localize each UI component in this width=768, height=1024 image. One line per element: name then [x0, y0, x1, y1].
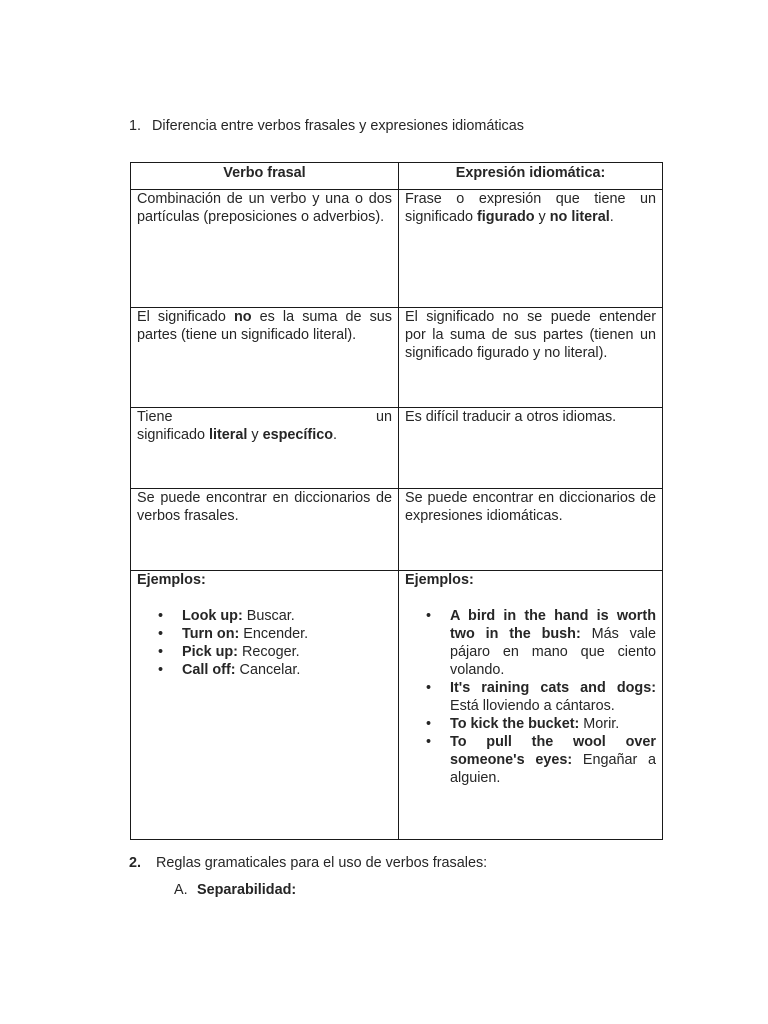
cell-text: . — [333, 427, 337, 443]
bullet-icon: • — [158, 662, 164, 678]
cell-dictionary-verbo — [131, 489, 399, 571]
list-item — [426, 607, 657, 679]
cell-text: es la suma de sus partes (tiene un significado literal). — [137, 309, 392, 343]
example-meaning: Cancelar. — [235, 662, 301, 678]
list-item — [158, 607, 392, 625]
example-term: Pick up: — [182, 644, 238, 660]
cell-text: Tiene — [137, 409, 173, 425]
cell-text: un — [375, 409, 392, 425]
cell-definition-verbo — [131, 190, 399, 308]
table-row — [131, 408, 663, 489]
cell-text: Es difícil traducir a otros idiomas. — [405, 409, 617, 425]
example-meaning: Morir. — [579, 716, 620, 732]
list-item — [426, 679, 656, 715]
table-header-row — [131, 163, 663, 190]
cell-text: Combinación de un verbo y una o dos partículas (preposiciones o adverbios). — [137, 191, 392, 225]
header-verbo-frasal: Verbo frasal — [131, 163, 399, 190]
list-item — [158, 625, 392, 643]
cell-text: El significado no se puede entender por la suma de sus partes (tienen un significado figurado y no literal). — [405, 309, 656, 361]
table-row — [131, 571, 663, 840]
example-meaning: Buscar. — [242, 608, 295, 624]
examples-heading: Ejemplos: — [137, 572, 206, 588]
example-term: Look up: — [182, 608, 243, 624]
example-meaning: Encender. — [239, 626, 309, 642]
cell-text: . — [609, 209, 614, 225]
cell-text: Se puede encontrar en diccionarios de verbos frasales. — [137, 490, 392, 524]
cell-translation-expresion — [399, 408, 663, 489]
section-2-heading — [129, 854, 487, 872]
cell-text: Frase o expresión que tiene un significado — [405, 191, 656, 225]
subsection-a-title: Separabilidad: — [197, 882, 297, 898]
bullet-icon: • — [426, 716, 432, 732]
examples-heading: Ejemplos: — [405, 572, 474, 588]
bullet-icon: • — [426, 608, 432, 624]
examples-list — [137, 607, 392, 679]
example-term: A bird in the hand is worth two in the bush: — [450, 608, 656, 642]
examples-list — [405, 607, 656, 787]
list-item — [426, 715, 656, 733]
example-meaning: Está lloviendo a cántaros. — [450, 698, 615, 714]
header-expresion-idiomatica: Expresión idiomática: — [399, 163, 663, 190]
list-item — [426, 733, 656, 787]
cell-text: y — [534, 209, 550, 225]
example-meaning: Recoger. — [237, 644, 300, 660]
bullet-icon: • — [158, 644, 164, 660]
bold-term: literal — [209, 427, 248, 443]
cell-literal-verbo — [131, 408, 399, 489]
justified-line — [137, 408, 392, 426]
example-term: Call off: — [182, 662, 236, 678]
table-row — [131, 489, 663, 571]
cell-examples-verbo — [131, 571, 399, 840]
section-1-title: Diferencia entre verbos frasales y expresiones idiomáticas — [152, 118, 524, 134]
section-1-number: 1. — [129, 118, 142, 134]
table-row — [131, 190, 663, 308]
comparison-table — [130, 162, 663, 840]
example-meaning: Engañar a alguien. — [450, 752, 656, 786]
example-term: It's raining cats and dogs: — [450, 680, 656, 696]
cell-text: Se puede encontrar en diccionarios de expresiones idiomáticas. — [405, 490, 656, 524]
bullet-icon: • — [426, 680, 432, 696]
list-item — [158, 661, 392, 679]
bold-term: no literal — [549, 209, 610, 225]
cell-dictionary-expresion — [399, 489, 663, 571]
cell-definition-expresion — [399, 190, 663, 308]
cell-meaning-expresion — [399, 308, 663, 408]
bullet-icon: • — [426, 734, 432, 750]
cell-text: significado — [137, 427, 209, 443]
bold-term: específico — [262, 427, 333, 443]
example-meaning: Más vale pájaro en mano que ciento volando. — [450, 626, 657, 678]
list-item — [158, 643, 392, 661]
section-2-title: Reglas gramaticales para el uso de verbos frasales: — [156, 855, 488, 871]
subsection-a-heading — [174, 881, 296, 899]
cell-text: y — [247, 427, 263, 443]
section-2-number: 2. — [129, 855, 142, 871]
example-term: To pull the wool over someone's eyes: — [450, 734, 656, 768]
bullet-icon: • — [158, 608, 164, 624]
example-term: Turn on: — [182, 626, 240, 642]
cell-examples-expresion — [399, 571, 663, 840]
subsection-a-letter: A. — [174, 882, 188, 898]
section-1-heading — [129, 117, 524, 135]
bold-term: figurado — [477, 209, 535, 225]
example-term: To kick the bucket: — [450, 716, 580, 732]
table-row — [131, 308, 663, 408]
cell-text: El significado — [137, 309, 234, 325]
bullet-icon: • — [158, 626, 164, 642]
cell-meaning-verbo — [131, 308, 399, 408]
bold-term: no — [233, 309, 252, 325]
